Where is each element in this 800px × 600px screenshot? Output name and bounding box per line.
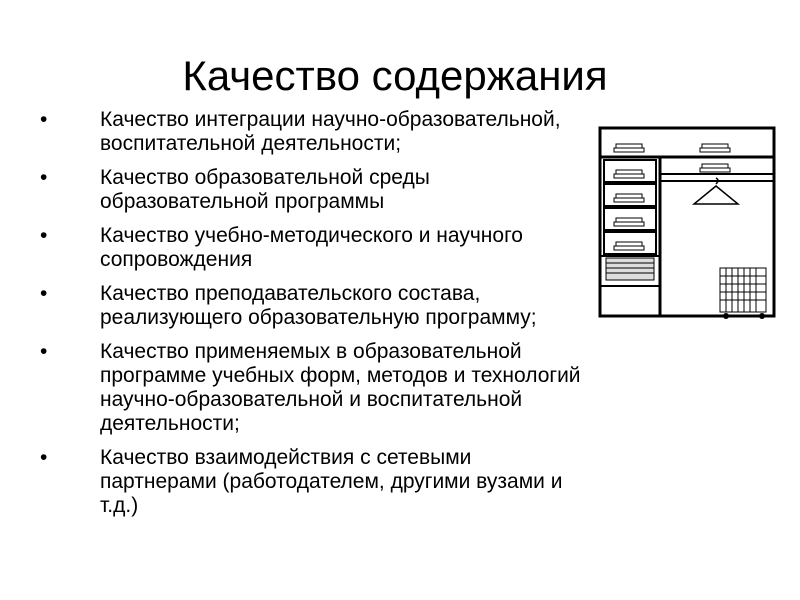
bullet-text: Качество преподавательского состава, реализующего образовательную программу; xyxy=(100,282,537,329)
bullet-dot-icon: • xyxy=(40,446,48,469)
bullet-dot-icon: • xyxy=(40,166,48,189)
wardrobe-illustration xyxy=(598,126,778,320)
bullet-text: Качество образовательной среды образовательной программы xyxy=(100,166,430,213)
bullet-item xyxy=(40,108,590,156)
bullet-dot-icon: • xyxy=(40,108,48,131)
bullet-text: Качество учебно-методического и научного сопровождения xyxy=(100,224,523,271)
bullet-dot-icon: • xyxy=(40,282,48,305)
bullet-item xyxy=(40,166,590,214)
bullet-list xyxy=(40,108,590,528)
bullet-item xyxy=(40,282,590,330)
bullet-item xyxy=(40,224,590,272)
bullet-item xyxy=(40,446,590,518)
bullet-text: Качество применяемых в образовательной программе учебных форм, методов и технологий научно-образовательной и воспитательной деятельности; xyxy=(100,340,581,435)
bullet-item xyxy=(40,340,590,436)
bullet-text: Качество интеграции научно-образовательной, воспитательной деятельности; xyxy=(100,108,561,155)
slide-title: Качество содержания xyxy=(182,52,608,99)
bullet-text: Качество взаимодействия с сетевыми партнерами (работодателем, другими вузами и т.д.) xyxy=(100,446,563,517)
bullet-dot-icon: • xyxy=(40,224,48,247)
bullet-dot-icon: • xyxy=(40,340,48,363)
